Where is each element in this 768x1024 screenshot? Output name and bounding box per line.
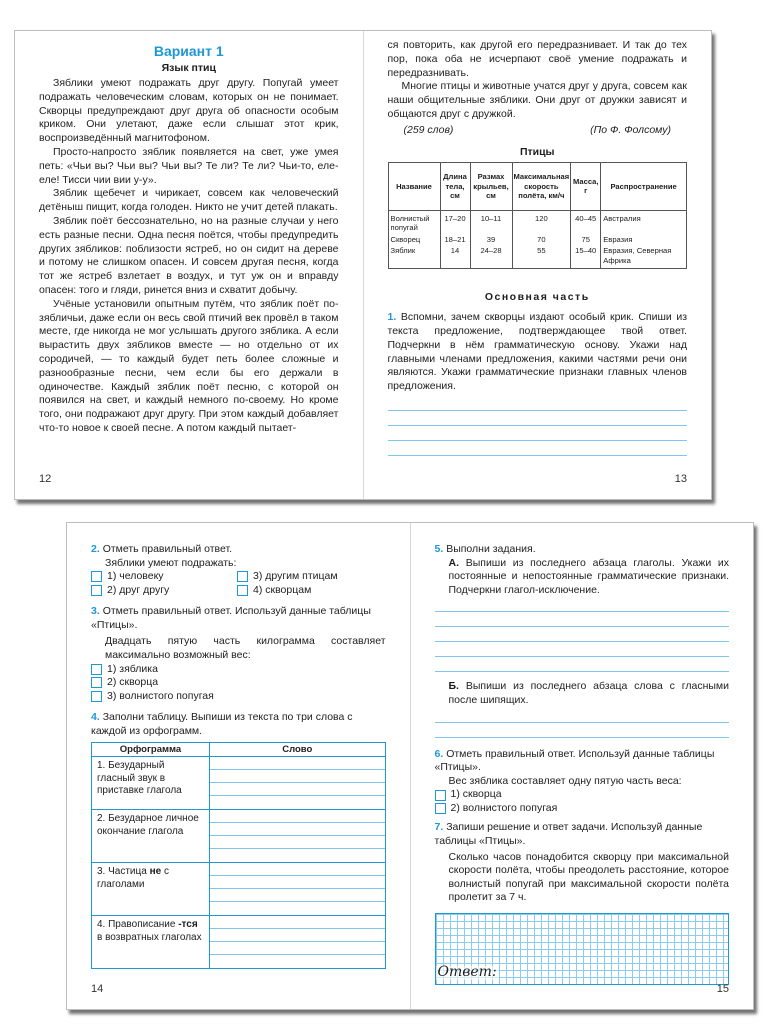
table-cell: 70 bbox=[512, 234, 571, 246]
paragraph: Учёные установили опытным путём, что зяблик поёт по-зябличьи, даже если он весь свой птичий век провёл в таком месте, где никогда не мог услышать другого зяблика. А если вырастить двух зябликов вместе — но отдельно от их сородичей, — то каждый будет петь более сложные и разнообразные песни, чем если бы его держали в одиночестве. Каждый зяблик поёт песню, с которой он появился на свет, и каждый немного по-своему. Но кроме того, они подражают друг другу. При этом каждый добавляет что-то новое к своей песне. А потом каждый пытает- bbox=[39, 297, 339, 434]
checkbox[interactable] bbox=[435, 790, 446, 801]
task-number: 2. bbox=[91, 543, 100, 555]
task-question: Двадцать пятую часть килограмма составляет максимально возможный вес: bbox=[105, 635, 386, 661]
orthogram-table bbox=[91, 742, 386, 969]
task-7 bbox=[435, 821, 730, 985]
task-question: Вес зяблика составляет одну пятую часть веса: bbox=[448, 774, 682, 787]
task-title: Отметь правильный ответ. bbox=[102, 543, 233, 555]
checkbox[interactable] bbox=[435, 803, 446, 814]
answer-label: Ответ: bbox=[437, 964, 497, 981]
page-13 bbox=[363, 31, 712, 499]
option[interactable]: 3) волнистого попугая bbox=[91, 690, 386, 704]
option[interactable]: 2) волнистого попугая bbox=[435, 802, 730, 816]
paragraph: Зяблик щебечет и чирикает, совсем как человеческий детёныш пищит, когда голоден. Никто не учит детей плакать. bbox=[39, 187, 339, 214]
header-cell: Длина тела, см bbox=[440, 162, 470, 210]
page-number: 15 bbox=[716, 983, 729, 995]
task-title: Запиши решение и ответ задачи. Используй данные таблицы «Птицы». bbox=[434, 821, 703, 847]
table-cell: 120 bbox=[512, 210, 571, 234]
header-cell: Название bbox=[388, 162, 440, 210]
answer-lines[interactable] bbox=[435, 597, 730, 672]
table-cell: 40–45 bbox=[571, 210, 601, 234]
table-cell: 17–20 bbox=[440, 210, 470, 234]
table-row bbox=[92, 863, 386, 916]
author-credit: (По Ф. Фолсому) bbox=[590, 123, 671, 136]
header-cell: Максимальная скорость полёта, км/ч bbox=[512, 162, 571, 210]
task-number: 6. bbox=[434, 747, 444, 760]
table-row bbox=[388, 245, 687, 269]
table-cell: 55 bbox=[512, 245, 571, 269]
table-cell: 24–28 bbox=[470, 245, 512, 269]
task-5b: Б. Выпиши из последнего абзаца слова с гласными после шипящих. bbox=[448, 680, 729, 706]
birds-table bbox=[388, 162, 688, 270]
text-title: Язык птиц bbox=[161, 62, 216, 74]
page-number: 14 bbox=[91, 983, 104, 995]
option[interactable]: 1) человеку bbox=[91, 570, 237, 584]
word-cell[interactable] bbox=[210, 916, 386, 969]
checkbox[interactable] bbox=[91, 571, 102, 582]
paragraph: Многие птицы и животные учатся друг у друга, совсем как наши общительные зяблики. Они друг от дружки зависят и общаются друг с дружкой. bbox=[387, 80, 687, 120]
header-cell: Слово bbox=[210, 743, 386, 757]
birds-table-header bbox=[388, 162, 687, 210]
table-row bbox=[92, 810, 386, 863]
page-number: 12 bbox=[39, 473, 52, 485]
header-cell: Масса, г bbox=[571, 162, 601, 210]
task-text: Вспомни, зачем скворцы издают особый крик. Спиши из текста предложение, подтверждающее твой ответ. Подчеркни в нём грамматическую основу. Укажи над главными членами предложения, какими частями речи они являются. Укажи грамматические признаки главных членов предложения. bbox=[387, 311, 688, 393]
table-cell: 39 bbox=[470, 234, 512, 246]
word-cell[interactable] bbox=[210, 863, 386, 916]
task-number: 7. bbox=[434, 821, 444, 834]
section-title: Основная часть bbox=[484, 291, 590, 304]
checkbox[interactable] bbox=[91, 664, 102, 675]
bottom-spread bbox=[66, 522, 754, 1010]
task-5a: А. Выпиши из последнего абзаца глаголы. Укажи их постоянные и непостоянные грамматические признаки. Подчеркни глагол-исключение. bbox=[448, 556, 729, 596]
page-15 bbox=[410, 523, 754, 1009]
table-cell: 18–21 bbox=[440, 234, 470, 246]
answer-lines[interactable] bbox=[435, 708, 730, 738]
variant-title: Вариант 1 bbox=[153, 43, 224, 59]
page-12 bbox=[15, 31, 363, 499]
story-text-continued bbox=[388, 39, 688, 122]
top-spread bbox=[14, 30, 712, 500]
header-cell: Орфограмма bbox=[92, 743, 210, 757]
orthogram-label: 1. Безударный гласный звук в приставке глагола bbox=[92, 757, 210, 810]
task-question: Сколько часов понадобится скворцу при максимальной скорости полёта, чтобы преодолеть расстояние, которое волнистый попугай при максимальной скорости полёта пролетит за 7 ч. bbox=[448, 850, 729, 904]
paragraph: Зяблики умеют подражать друг другу. Попугай умеет подражать человеческим словам, которых он не понимает. Скворцы предупреждают друг друга об опасности особым криком. Они улетают, даже если слышат этот крик, воспроизведённый магнитофоном. bbox=[39, 77, 339, 145]
table-cell: Волнистый попугай bbox=[388, 210, 440, 234]
table-row bbox=[388, 210, 687, 234]
story-text bbox=[39, 77, 339, 436]
orthogram-label: 3. Частица не с глаголами bbox=[92, 863, 210, 916]
task-number: 3. bbox=[91, 605, 100, 618]
task-number: 1. bbox=[387, 311, 397, 324]
table-cell: Скворец bbox=[388, 234, 440, 246]
task-title: Отметь правильный ответ. Используй данные таблицы «Птицы». bbox=[91, 605, 371, 631]
option[interactable]: 2) скворца bbox=[91, 676, 386, 690]
paragraph: ся повторить, как другой его передразнивает. И так до тех пор, пока оба не исчерпают своё умение подражать и передразнивать. bbox=[387, 39, 687, 79]
source-line bbox=[388, 124, 688, 136]
word-count: (259 слов) bbox=[403, 123, 454, 136]
table-cell: 75 bbox=[571, 234, 601, 246]
task-6 bbox=[435, 748, 730, 816]
page-14 bbox=[67, 523, 410, 1009]
task-title: Заполни таблицу. Выпиши из текста по три слова с каждой из орфограмм. bbox=[91, 711, 353, 737]
solution-grid[interactable] bbox=[435, 913, 730, 985]
word-cell[interactable] bbox=[210, 810, 386, 863]
table-row bbox=[92, 757, 386, 810]
table-row bbox=[388, 234, 687, 246]
task-5 bbox=[435, 543, 730, 738]
task-number: 4. bbox=[91, 711, 100, 724]
task-2-options bbox=[91, 570, 386, 597]
table-row bbox=[92, 916, 386, 969]
checkbox[interactable] bbox=[237, 585, 248, 596]
table-cell: 15–40 bbox=[571, 245, 601, 269]
task-4 bbox=[91, 711, 386, 969]
checkbox[interactable] bbox=[237, 571, 248, 582]
task-2 bbox=[91, 543, 386, 597]
table-cell: 14 bbox=[440, 245, 470, 269]
task-title: Выполни задания. bbox=[446, 543, 536, 555]
option[interactable]: 1) зяблика bbox=[91, 663, 386, 677]
table-cell: 10–11 bbox=[470, 210, 512, 234]
task-1 bbox=[388, 311, 688, 394]
checkbox[interactable] bbox=[91, 691, 102, 702]
checkbox[interactable] bbox=[91, 677, 102, 688]
task-question: Зяблики умеют подражать: bbox=[105, 556, 237, 569]
answer-lines[interactable] bbox=[388, 396, 688, 456]
option[interactable]: 2) друг другу bbox=[91, 584, 237, 598]
birds-table-title: Птицы bbox=[519, 145, 555, 158]
option[interactable]: 4) скворцам bbox=[237, 584, 386, 598]
task-number: 5. bbox=[434, 543, 444, 555]
word-cell[interactable] bbox=[210, 757, 386, 810]
task-3 bbox=[91, 605, 386, 703]
paragraph: Просто-напросто зяблик появляется на свет, уже умея петь: «Чьи вы? Чьи вы? Чьи вы? Те ли? Те ли? Чьи-то, еле-еле! Тисси чии вии у-у». bbox=[39, 145, 339, 186]
table-cell: Зяблик bbox=[388, 245, 440, 269]
table-cell: Евразия, Северная Африка bbox=[601, 245, 687, 269]
orthogram-label: 4. Правописание -тся в возвратных глаголах bbox=[92, 916, 210, 969]
option[interactable]: 1) скворца bbox=[435, 788, 730, 802]
page-number: 13 bbox=[674, 473, 687, 485]
table-cell: Евразия bbox=[601, 234, 687, 246]
paragraph: Зяблик поёт бессознательно, но на разные случаи у него есть разные песни. Одна песня поётся, чтобы предупредить других зябликов: поблизости ястреб, но он сидит на дереве и потому не слишком опасен. И совсем другая песня, когда тот же ястреб взлетает в воздух, и тут уж он и вправду опасен: того и гляди, ринется вниз и схватит добычу. bbox=[39, 214, 339, 296]
header-cell: Распространение bbox=[601, 162, 687, 210]
orthogram-label: 2. Безударное личное окончание глагола bbox=[92, 810, 210, 863]
table-cell: Австралия bbox=[601, 210, 687, 234]
header-cell: Размах крыльев, см bbox=[470, 162, 512, 210]
option[interactable]: 3) другим птицам bbox=[237, 570, 386, 584]
checkbox[interactable] bbox=[91, 585, 102, 596]
task-title: Отметь правильный ответ. Используй данные таблицы «Птицы». bbox=[434, 747, 715, 774]
